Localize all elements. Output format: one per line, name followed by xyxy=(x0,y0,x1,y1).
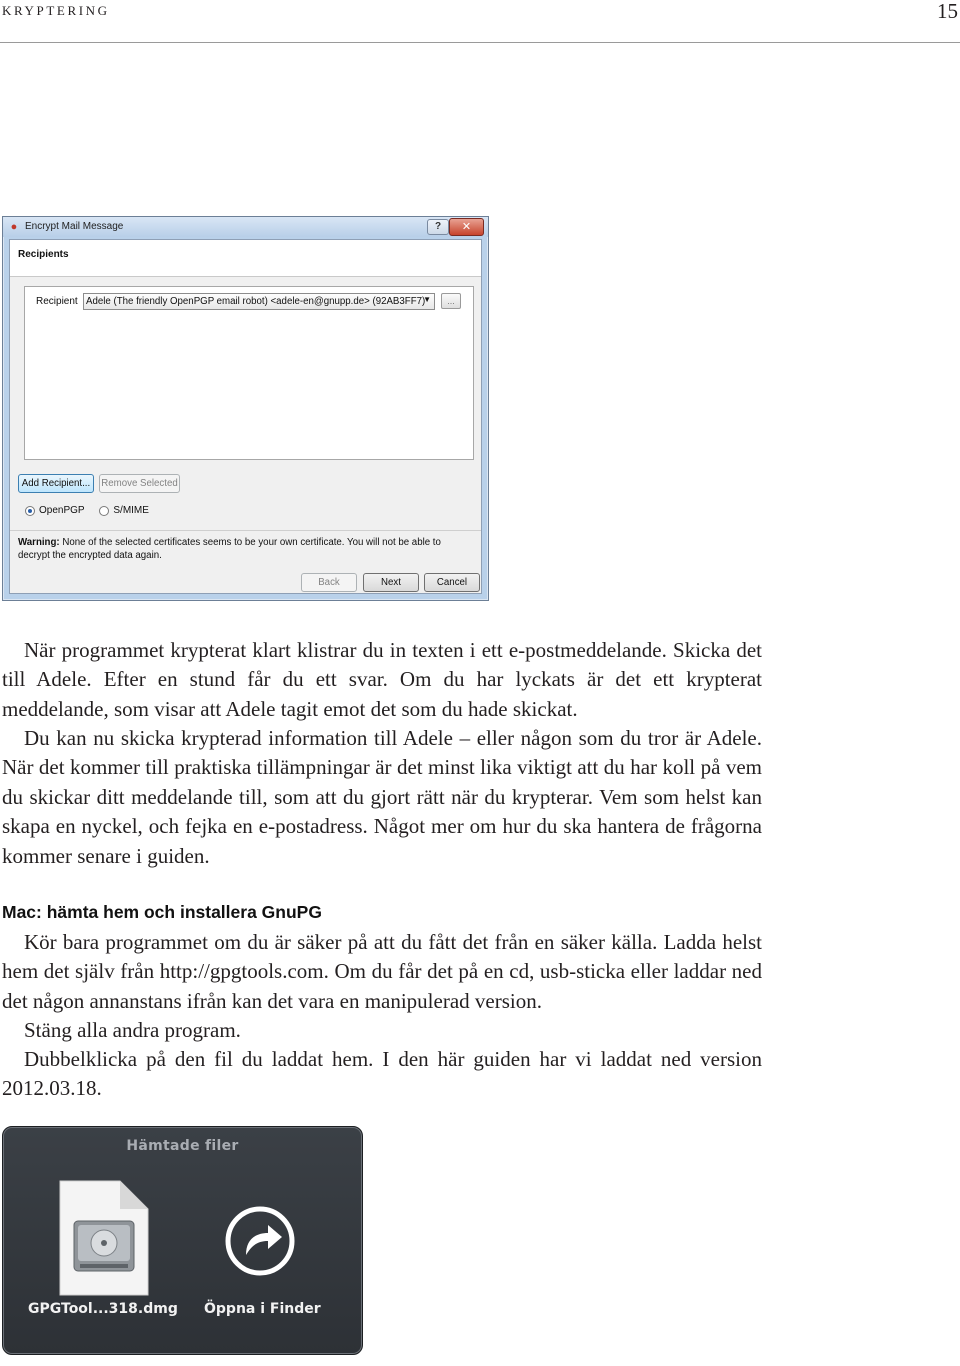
section-title: Recipients xyxy=(18,249,69,260)
add-recipient-button[interactable]: Add Recipient... xyxy=(18,474,94,493)
running-title: kryptering xyxy=(2,0,110,20)
finder-arrow-icon[interactable] xyxy=(224,1205,296,1277)
paragraph-1: När programmet krypterat klart klistrar du in texten i ett e-postmeddelande. Skicka det till Adele. Efter en stund får du ett svar. Om du har lyckats är det ett krypterat meddelande, som visar att Adele tagit emot det som du hade skickat. xyxy=(2,638,762,721)
warning-text: None of the selected certificates seems to be your own certificate. You will not be able to decrypt the encrypted data again. xyxy=(18,537,441,561)
close-icon[interactable]: ✕ xyxy=(449,218,484,236)
dialog-header xyxy=(10,240,481,277)
warning-message xyxy=(18,536,473,562)
dropdown-arrow-icon: ▼ xyxy=(423,295,431,304)
encrypt-mail-dialog xyxy=(2,216,489,601)
page-number: 15 xyxy=(937,0,958,23)
file-label: GPGTool...318.dmg xyxy=(28,1301,178,1317)
paragraph-5: Dubbelklicka på den fil du laddat hem. I den här guiden har vi laddat ned version 2012.03.18. xyxy=(2,1047,762,1101)
dialog-body xyxy=(9,239,482,594)
downloads-title: Hämtade filer xyxy=(126,1138,239,1154)
protocol-radio-group xyxy=(25,505,161,516)
cancel-button[interactable]: Cancel xyxy=(424,573,480,592)
remove-selected-button[interactable]: Remove Selected xyxy=(99,474,180,493)
recipient-list[interactable] xyxy=(24,286,474,460)
section-heading: Mac: hämta hem och installera GnuPG xyxy=(2,902,322,922)
disk-image-icon[interactable] xyxy=(58,1179,150,1297)
warning-label: Warning: xyxy=(18,537,60,548)
smime-radio[interactable] xyxy=(99,506,109,516)
browse-button[interactable]: ... xyxy=(441,293,461,309)
paragraph-4: Stäng alla andra program. xyxy=(24,1018,241,1042)
dialog-title: Encrypt Mail Message xyxy=(25,221,124,232)
open-in-finder-label[interactable]: Öppna i Finder xyxy=(204,1301,321,1317)
header-rule xyxy=(0,42,960,43)
openpgp-radio[interactable] xyxy=(25,506,35,516)
app-icon: ● xyxy=(10,221,18,233)
next-button[interactable]: Next xyxy=(363,573,419,592)
warning-divider xyxy=(10,530,481,531)
recipient-dropdown[interactable] xyxy=(83,293,435,310)
help-icon[interactable]: ? xyxy=(427,219,449,235)
dialog-titlebar xyxy=(3,217,488,237)
paragraph-2: Du kan nu skicka krypterad information till Adele – eller någon som du tror är Adele. När det kommer till praktiska tillämpningar är det minst lika viktigt att du har koll på vem du skickar ditt meddelande till, som att du gjort rätt när du krypterar. Vem som helst kan skapa en nyckel, och fejka en e-postadress. Något mer om hur du ska hantera de frågorna kommer senare i guiden. xyxy=(2,726,762,868)
recipient-value: Adele (The friendly OpenPGP email robot) <adele-en@gnupp.de> (92AB3FF7) xyxy=(86,296,426,307)
recipient-label: Recipient xyxy=(36,296,78,307)
smime-label: S/MIME xyxy=(113,505,149,516)
running-header xyxy=(0,0,960,44)
downloads-stack xyxy=(2,1126,363,1355)
openpgp-label: OpenPGP xyxy=(39,505,85,516)
back-button[interactable]: Back xyxy=(301,573,357,592)
paragraph-3: Kör bara programmet om du är säker på att du fått det från en säker källa. Ladda helst hem det själv från http://gpgtools.com. Om du får det på en cd, usb-sticka eller laddar ned det någon annanstans ifrån kan det vara en manipulerad version. xyxy=(2,930,762,1013)
